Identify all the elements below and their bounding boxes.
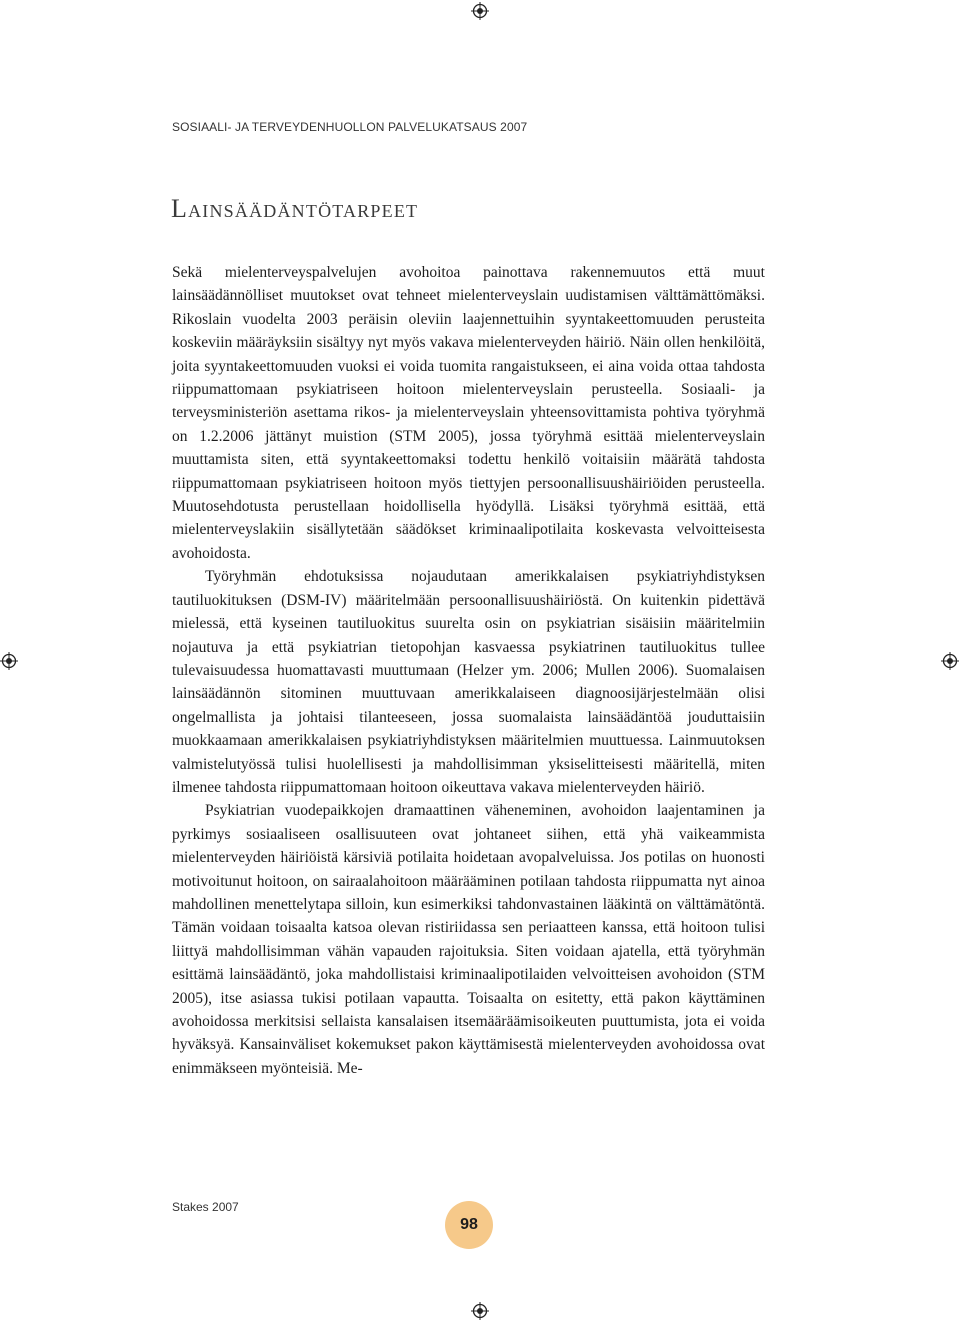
footer-publisher: Stakes 2007 — [172, 1200, 239, 1214]
running-header: SOSIAALI- JA TERVEYDENHUOLLON PALVELUKATSAUS 2007 — [172, 120, 528, 134]
page-number-badge — [445, 1201, 493, 1249]
paragraph-2: Työryhmän ehdotuksissa nojaudutaan amerikkalaisen psykiatriyhdistyksen tautiluokituksen (DSM-IV) määritelmään persoonallisuushäiriöstä. On kuitenkin pidettävä mielessä, että kyseinen tautiluokitus suurelta osin on psykiatrian sisäisiin määritelmiin nojautuva ja että psykiatrian tietopohjan kasvaessa psykiatrinen tautiluokitus tullee tulevaisuudessa huomattavasti muuttumaan (Helzer ym. 2006; Mullen 2006). Suomalaisen lainsäädännön sitominen muuttuvaan amerikkalaiseen diagnoosijärjestelmään olisi ongelmallista ja johtaisi tilanteeseen, jossa suomalaista lainsäädäntöä jouduttaisiin muokkaamaan amerikkalaisen psykiatriyhdistyksen määritelmien muuttuessa. Lainmuutoksen valmistelutyössä tulisi huolellisesti ja mahdollisimman yksiselitteisesti määritellä, miten ilmenee tahdosta riippumattomaan hoitoon oikeuttava vakava mielenterveyden häiriö. — [172, 568, 765, 796]
registration-mark-left-icon — [0, 652, 18, 670]
paragraph-1: Sekä mielenterveyspalvelujen avohoitoa painottava rakennemuutos että muut lainsäädännölliset muutokset ovat tehneet mielenterveyslain uudistamisen välttämättömäksi. Rikoslain vuodelta 2003 peräisin oleviin laajennettuihin syyntakeettomuuden perusteita koskeviin määräyksiin sisältyy nyt myös vakava mielenterveyden häiriö. Näin ollen henkilöitä, joita syyntakeettomuuden vuoksi ei voida tuomita rangaistukseen, ei aina voida ottaa tahdosta riippumattomaan psykiatriseen hoitoon mielenterveyslain perusteella. Sosiaali- ja terveysministeriön asettama rikos- ja mielenterveyslain yhteensovittamista pohtiva työryhmä on 1.2.2006 jättänyt muistion (STM 2005), jossa työryhmä esittää mielenterveyslain muuttamista siten, että syyntakeettomaksi todettu henkilö voitaisiin määrätä tahdosta riippumattomaan psykiatriseen hoitoon myös tiettyjen persoonallisuushäiriöiden perusteella. Muutosehdotusta perustellaan hoidollisella hyödyllä. Lisäksi työryhmä esittää, että mielenterveyslakiin sisällytetään säädökset kriminaalipotilaita koskevasta velvoitteisesta avohoidosta. — [172, 264, 765, 562]
registration-mark-right-icon — [941, 652, 959, 670]
section-title: Lainsäädäntötarpeet — [171, 194, 419, 223]
paragraph-3: Psykiatrian vuodepaikkojen dramaattinen väheneminen, avohoidon laajentaminen ja pyrkimys sosiaaliseen osallisuuteen ovat johtaneet siihen, että yhä vaikeammista mielenterveyden häiriöistä kärsiviä potilaita hoidetaan avopalveluissa. Jos potilas on huonosti motivoitunut hoitoon, on sairaalahoitoon määrääminen potilaan tahdosta riippumatta nyt ainoa mahdollinen menettelytapa silloin, kun esimerkiksi tahdonvastainen lääkintä on välttämätöntä. Tämän voidaan toisaalta katsoa olevan ristiriidassa sen periaatteen kanssa, että hoitoon tulisi liittyä mahdollisimman vähän vapauden rajoituksia. Siten voidaan ajatella, että työryhmän esittämä lainsäädäntö, joka mahdollistaisi kriminaalipotilaiden velvoitteisen avohoidon (STM 2005), itse asiassa tukisi potilaan vapautta. Toisaalta on esitetty, että pakon käyttäminen avohoidossa merkitsisi sellaista kansalaisen itsemääräämisoikeuten puuttumista, jota ei voida hyväksyä. Kansainväliset kokemukset pakon käyttämisestä mielenterveyden avohoidossa ovat enimmäkseen myönteisiä. Me- — [172, 802, 765, 1077]
page-number: 98 — [460, 1216, 478, 1233]
body-text — [172, 261, 765, 1080]
registration-mark-top-icon — [471, 2, 489, 20]
registration-mark-bottom-icon — [471, 1302, 489, 1320]
